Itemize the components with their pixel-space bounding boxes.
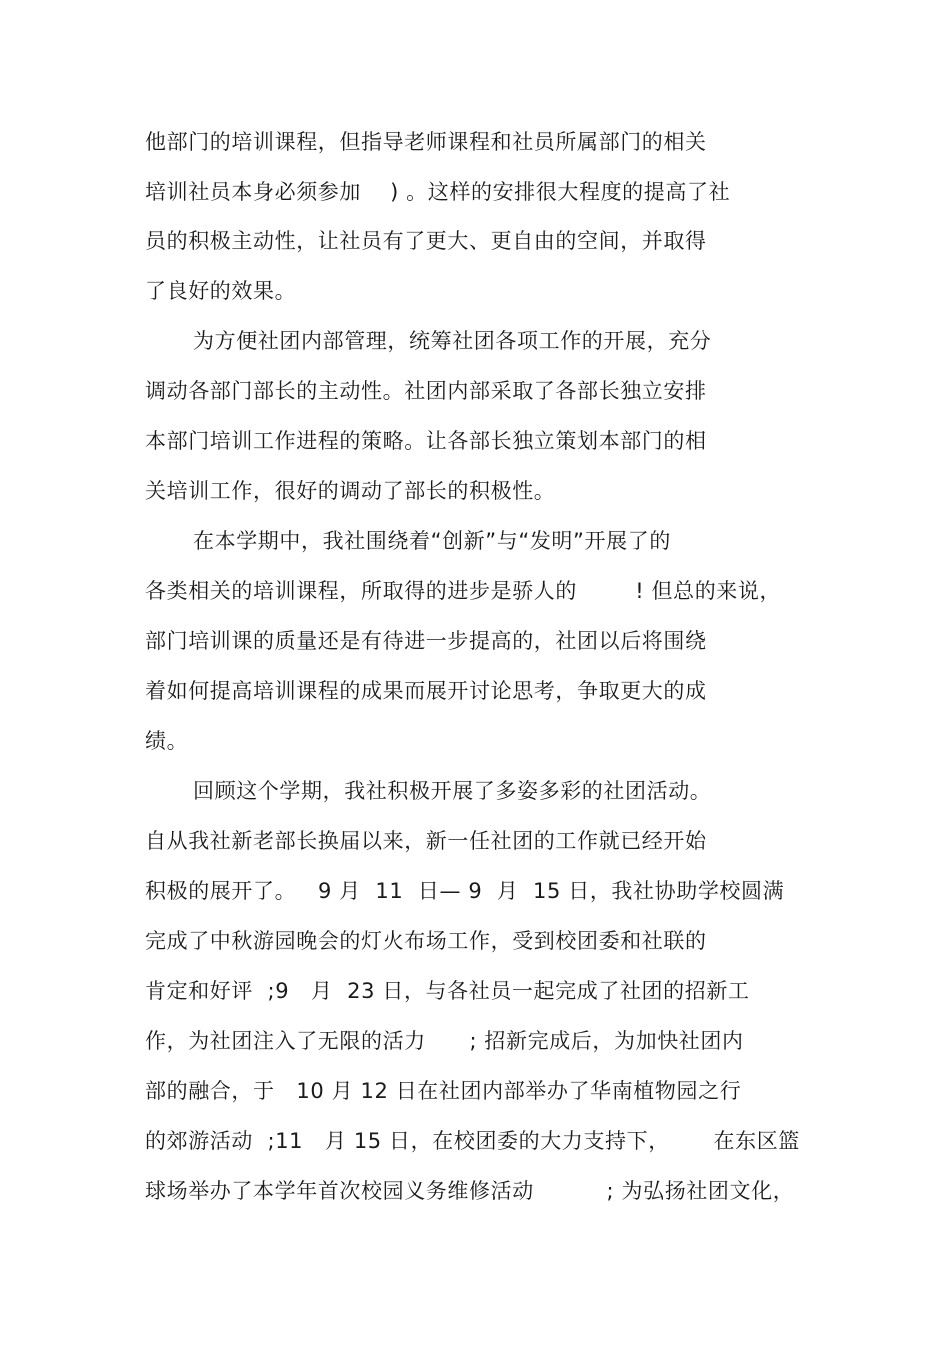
paragraph-first-line: 在本学期中，我社围绕着“创新”与“发明”开展了的 xyxy=(193,529,671,553)
text-line: 培训社员本身必须参加 ) 。这样的安排很大程度的提高了社 xyxy=(145,180,731,204)
text-line: 他部门的培训课程，但指导老师课程和社员所属部门的相关 xyxy=(145,130,707,154)
text-line: 各类相关的培训课程，所取得的进步是骄人的 ! 但总的来说， xyxy=(145,579,782,603)
text-line: 作，为社团注入了无限的活力 ; 招新完成后，为加快社团内 xyxy=(145,1029,744,1053)
text-line: 调动各部门部长的主动性。社团内部采取了各部长独立安排 xyxy=(145,379,707,403)
text-line: 球场举办了本学年首次校园义务维修活动 ; 为弘扬社团文化， xyxy=(145,1179,795,1203)
text-line: 了良好的效果。 xyxy=(145,279,297,303)
text-line: 部的融合，于 10 月 12 日在社团内部举办了华南植物园之行 xyxy=(145,1079,742,1103)
text-line: 绩。 xyxy=(145,729,189,753)
text-line: 关培训工作，很好的调动了部长的积极性。 xyxy=(145,479,556,503)
text-line: 员的积极主动性，让社员有了更大、更自由的空间，并取得 xyxy=(145,229,707,253)
text-line: 本部门培训工作进程的策略。让各部长独立策划本部门的相 xyxy=(145,429,707,453)
paragraph-first-line: 为方便社团内部管理，统筹社团各项工作的开展，充分 xyxy=(193,329,712,353)
text-line: 自从我社新老部长换届以来，新一任社团的工作就已经开始 xyxy=(145,829,707,853)
text-line: 肯定和好评 ;9 月 23 日，与各社员一起完成了社团的招新工 xyxy=(145,979,750,1003)
text-line: 的郊游活动 ;11 月 15 日，在校团委的大力支持下， 在东区篮 xyxy=(145,1129,800,1153)
paragraph-first-line: 回顾这个学期，我社积极开展了多姿多彩的社团活动。 xyxy=(193,779,712,803)
text-line: 完成了中秋游园晚会的灯火布场工作，受到校团委和社联的 xyxy=(145,929,707,953)
text-line: 部门培训课的质量还是有待进一步提高的，社团以后将围绕 xyxy=(145,629,707,653)
text-line: 着如何提高培训课程的成果而展开讨论思考，争取更大的成 xyxy=(145,679,707,703)
text-line: 积极的展开了。 9 月 11 日— 9 月 15 日，我社协助学校圆满 xyxy=(145,879,785,903)
